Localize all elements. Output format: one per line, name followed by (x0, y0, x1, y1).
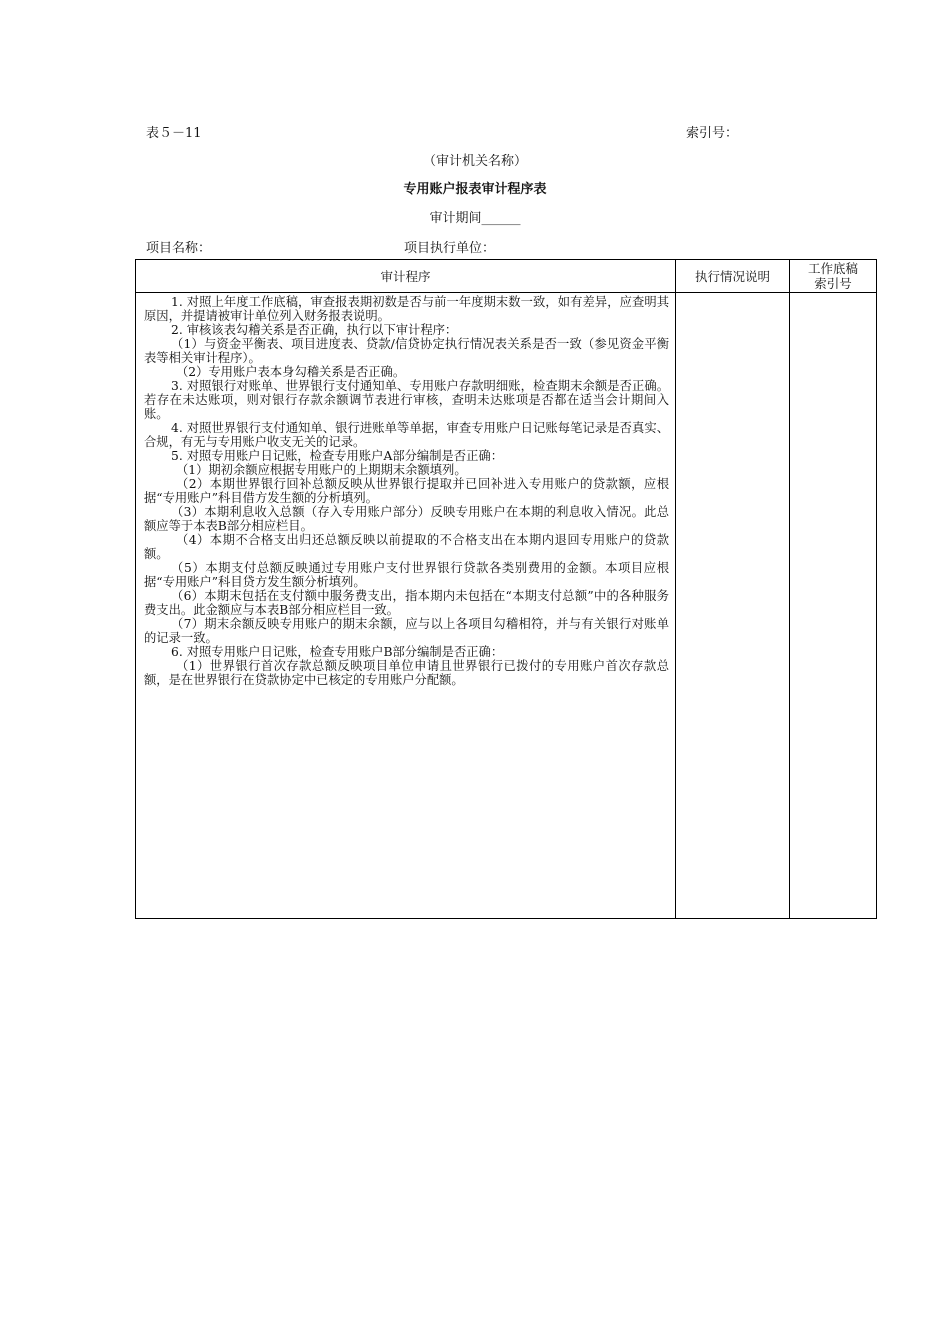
audit-org-name: （审计机关名称） (422, 154, 527, 169)
column-header-execution: 执行情况说明 (676, 260, 790, 293)
project-name-label: 项目名称： (146, 241, 212, 256)
procedure-item: （3）本期利息收入总额（存入专用账户部分）反映专用账户在本期的利息收入情况。此总额应等于本表B部分相应栏目。 (144, 505, 669, 533)
procedure-item: （2）本期世界银行回补总额反映从世界银行提取并已回补进入专用账户的贷款额，应根据“专用账户”科目借方发生额的分析填列。 (144, 477, 669, 505)
column-header-workpaper-ref (790, 260, 877, 293)
workpaper-ref-cell[interactable] (790, 293, 877, 919)
procedure-item: 4. 对照世界银行支付通知单、银行进账单等单据，审查专用账户日记账每笔记录是否真实、合规，有无与专用账户收支无关的记录。 (144, 421, 669, 449)
procedure-item: （2）专用账户表本身勾稽关系是否正确。 (175, 365, 406, 379)
procedure-item: （6）本期末包括在支付额中服务费支出，指本期内未包括在“本期支付总额”中的各种服务费支出。此金额应与本表B部分相应栏目一致。 (144, 589, 669, 617)
procedure-item: （4）本期不合格支出归还总额反映以前提取的不合格支出在本期内退回专用账户的贷款额。 (144, 533, 669, 561)
execution-unit-label: 项目执行单位： (404, 241, 496, 256)
procedure-list (144, 295, 669, 687)
column-header-workpaper-ref-line2: 索引号 (814, 276, 852, 291)
procedure-item: 5. 对照专用账户日记账，检查专用账户A部分编制是否正确： (171, 449, 503, 463)
column-header-workpaper-ref-line1: 工作底稿 (807, 261, 858, 276)
column-header-procedure: 审计程序 (136, 260, 676, 293)
procedure-cell (136, 293, 676, 919)
procedure-item: 6. 对照专用账户日记账，检查专用账户B部分编制是否正确： (171, 645, 504, 659)
procedure-item: （1）世界银行首次存款总额反映项目单位申请且世界银行已拨付的专用账户首次存款总额，是在世界银行在贷款协定中已核定的专用账户分配额。 (144, 659, 669, 687)
procedure-item: 2. 审核该表勾稽关系是否正确，执行以下审计程序： (171, 323, 458, 337)
procedure-item: （7）期末余额反映专用账户的期末余额，应与以上各项目勾稽相符，并与有关银行对账单的记录一致。 (144, 617, 669, 645)
table-number: 表５－11 (146, 126, 202, 141)
procedure-item: （1）与资金平衡表、项目进度表、贷款/信贷协定执行情况表关系是否一致（参见资金平衡表等相关审计程序）。 (144, 337, 669, 365)
procedure-item: 1. 对照上年度工作底稿，审查报表期初数是否与前一年度期末数一致，如有差异，应查明其原因，并提请被审计单位列入财务报表说明。 (144, 295, 669, 323)
procedure-item: （5）本期支付总额反映通过专用账户支付世界银行贷款各类别费用的金额。本项目应根据“专用账户”科目贷方发生额分析填列。 (144, 561, 669, 589)
document-title: 专用账户报表审计程序表 (403, 182, 547, 197)
procedure-item: 3. 对照银行对账单、世界银行支付通知单、专用账户存款明细账，检查期末余额是否正确。若存在未达账项，则对银行存款余额调节表进行审核，查明未达账项是否都在适当会计期间入账。 (144, 379, 669, 421)
execution-notes-cell[interactable] (676, 293, 790, 919)
table-body-row (136, 293, 877, 919)
index-number-label: 索引号： (686, 126, 739, 141)
procedure-item: （1）期初余额应根据专用账户的上期期末余额填列。 (175, 463, 467, 477)
audit-period: 审计期间______ (429, 211, 521, 226)
table-header-row (136, 260, 877, 293)
audit-procedure-table (135, 259, 877, 919)
